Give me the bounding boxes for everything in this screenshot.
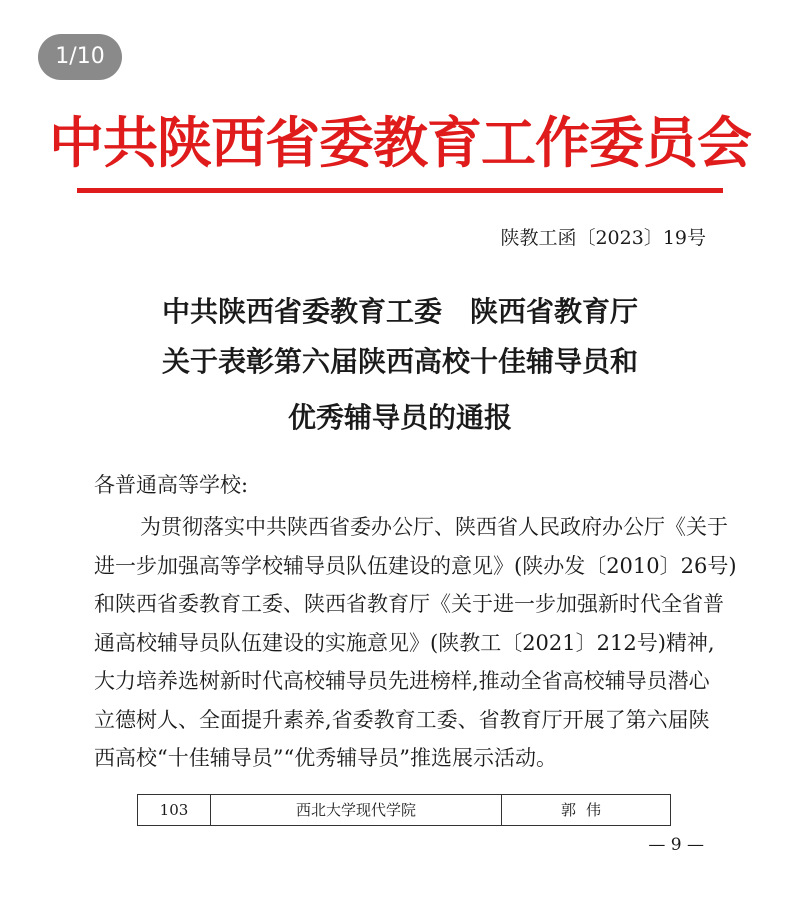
title-issuer-1: 中共陕西省委教育工委: [161, 295, 442, 328]
table-cell-school: 西北大学现代学院: [211, 795, 502, 825]
doc-title-line-2: 关于表彰第六届陕西高校十佳辅导员和: [161, 345, 638, 378]
body-line: 立德树人、全面提升素养,省委教育工委、省教育厅开展了第六届陕: [94, 707, 710, 732]
body-paragraph: [94, 508, 737, 778]
table-cell-number: 103: [138, 795, 211, 825]
salutation: 各普通高等学校:: [94, 473, 249, 497]
red-rule: [77, 188, 723, 193]
table-row: [137, 794, 671, 826]
page-counter: 1/10: [38, 34, 122, 80]
doc-title-line-1: [0, 292, 800, 332]
title-issuer-2: 陕西省教育厅: [470, 295, 639, 328]
doc-title-line-3: 优秀辅导员的通报: [287, 401, 512, 434]
body-line: 进一步加强高等学校辅导员队伍建设的意见》(陕办发〔2010〕26号): [94, 553, 737, 578]
org-header: 中共陕西省委教育工作委员会: [48, 110, 751, 175]
body-line: 和陕西省委教育工委、陕西省教育厅《关于进一步加强新时代全省普: [94, 592, 724, 616]
body-line: 通高校辅导员队伍建设的实施意见》(陕教工〔2021〕212号)精神,: [94, 630, 715, 655]
table-cell-name: 郭伟: [560, 801, 611, 819]
body-line: 为贯彻落实中共陕西省委办公厅、陕西省人民政府办公厅《关于: [140, 515, 728, 539]
body-line: 大力培养选树新时代高校辅导员先进榜样,推动全省高校辅导员潜心: [94, 669, 710, 693]
body-line: 西高校“十佳辅导员”“优秀辅导员”推选展示活动。: [94, 746, 557, 770]
page-footer: — 9 —: [648, 835, 704, 855]
doc-number: 陕教工函〔2023〕19号: [500, 227, 706, 249]
